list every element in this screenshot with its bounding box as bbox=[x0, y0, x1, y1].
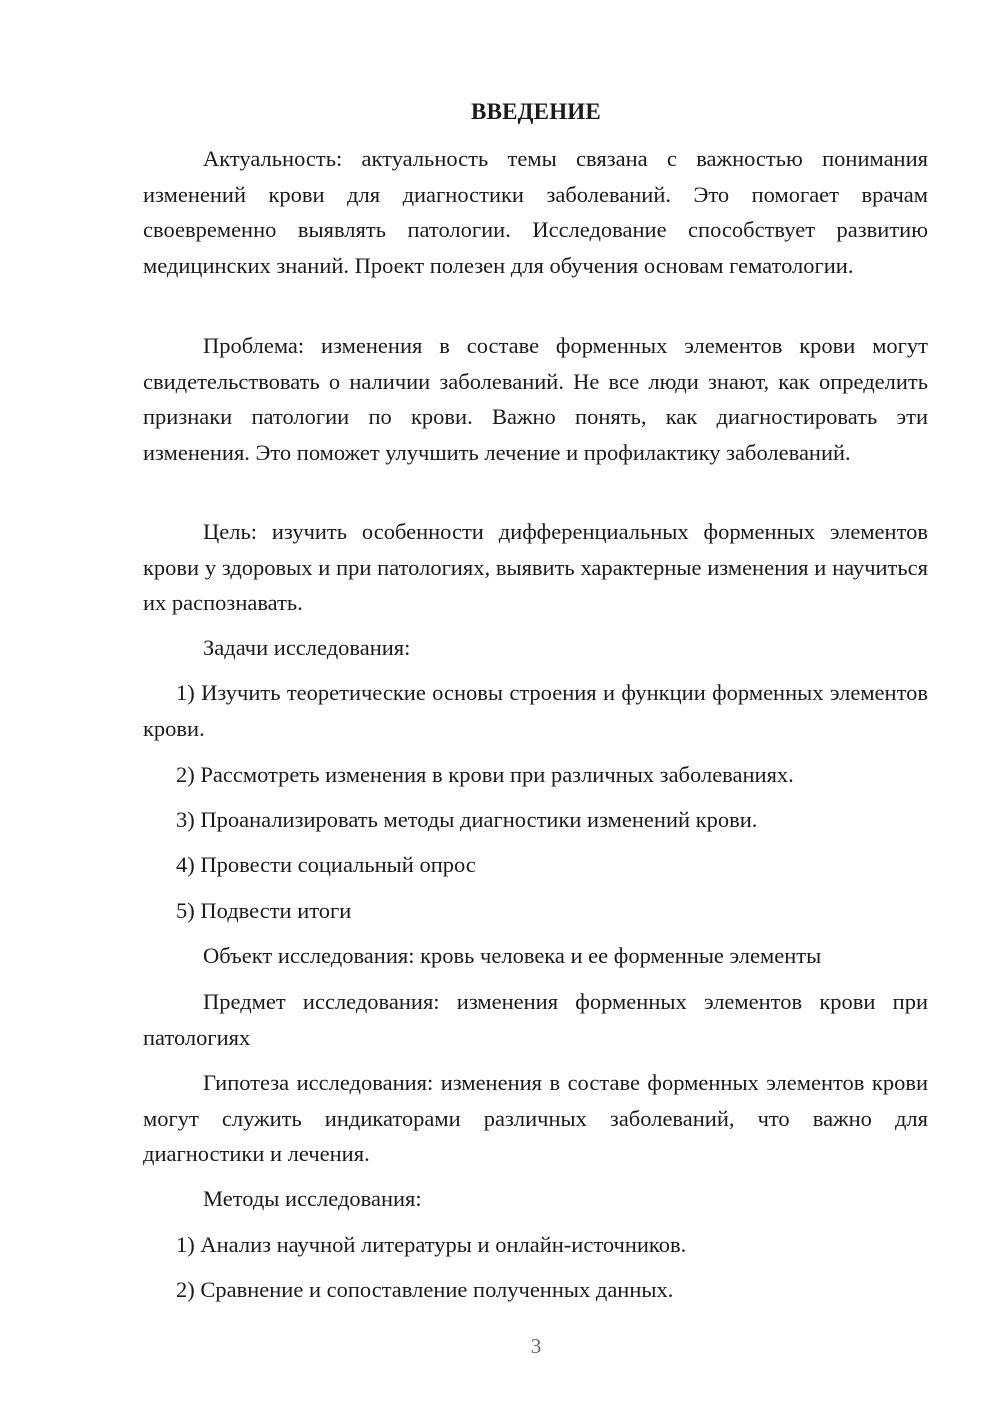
task-item-1: 1) Изучить теоретические основы строения и функции форменных элементов крови. bbox=[143, 680, 928, 741]
task-item-3: 3) Проанализировать методы диагностики изменений крови. bbox=[176, 807, 758, 832]
tasks-heading: Задачи исследования: bbox=[203, 635, 411, 660]
goal-paragraph: Цель: изучить особенности дифференциальных форменных элементов крови у здоровых и при патологиях, выявить характерные изменения и научиться их распознавать. bbox=[143, 519, 928, 615]
method-item-2: 2) Сравнение и сопоставление полученных данных. bbox=[176, 1277, 674, 1302]
task-item-5: 5) Подвести итоги bbox=[176, 898, 352, 923]
relevance-paragraph: Актуальность: актуальность темы связана с важностью понимания изменений крови для диагностики заболеваний. Это помогает врачам своевременно выявлять патологии. Исследование способствует развитию медицинских знаний. Проект полезен для обучения основам гематологии. bbox=[143, 146, 928, 278]
method-item-1: 1) Анализ научной литературы и онлайн-источников. bbox=[176, 1232, 687, 1257]
hypothesis-paragraph: Гипотеза исследования: изменения в составе форменных элементов крови могут служить индикаторами различных заболеваний, что важно для диагностики и лечения. bbox=[143, 1070, 928, 1166]
page-title: ВВЕДЕНИЕ bbox=[471, 99, 601, 124]
task-item-4: 4) Провести социальный опрос bbox=[176, 852, 476, 877]
problem-paragraph: Проблема: изменения в составе форменных элементов крови могут свидетельствовать о наличии заболеваний. Не все люди знают, как определить признаки патологии по крови. Важно понять, как диагностировать эти изменения. Это поможет улучшить лечение и профилактику заболеваний. bbox=[143, 333, 928, 465]
page-number: 3 bbox=[530, 1334, 542, 1358]
methods-heading: Методы исследования: bbox=[203, 1186, 422, 1211]
subject-paragraph: Предмет исследования: изменения форменных элементов крови при патологиях bbox=[143, 989, 928, 1050]
task-item-2: 2) Рассмотреть изменения в крови при различных заболеваниях. bbox=[176, 762, 794, 787]
object-paragraph: Объект исследования: кровь человека и ее форменные элементы bbox=[203, 943, 822, 968]
